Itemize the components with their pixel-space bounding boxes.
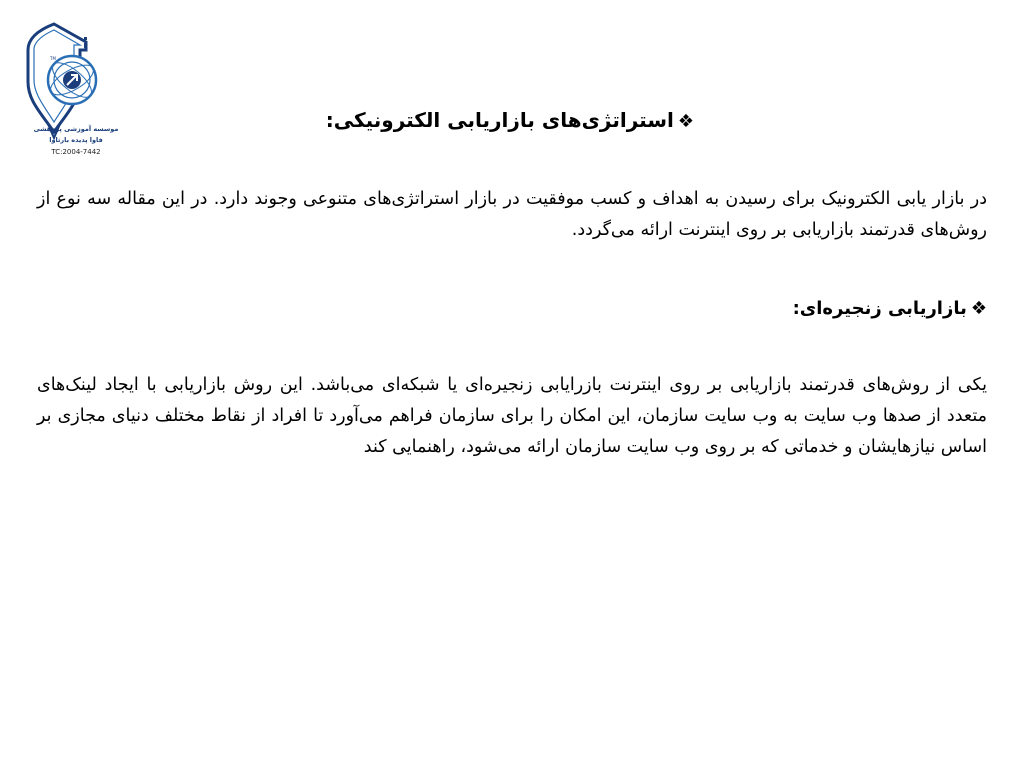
diamond-bullet-icon: ❖: [970, 298, 987, 319]
section1-heading: [326, 108, 694, 132]
diamond-bullet-icon: ❖: [677, 111, 694, 132]
logo-code: TC:2004-7442: [51, 148, 101, 156]
section2-title: بازاریابی زنجیره‌ای:: [792, 298, 967, 319]
section2-paragraph: یکی از روش‌های قدرتمند بازاریابی بر روی اینترنت بازرایابی زنجیره‌ای یا شبکه‌ای می‌باشد. این روش بازاریابی با ایجاد لینک‌های متعدد از صدها وب سایت به وب سایت سازمان، این امکان را برای سازمان فراهم می‌آورد تا افراد از نقاط مختلف دنیای مجازی بر اساس نیازهایشان و خدماتی که بر روی وب سایت سازمان ارائه می‌شود، راهنمایی کند: [37, 375, 987, 457]
section1-title: استراتژی‌های بازاریابی الکترونیکی:: [325, 108, 674, 132]
logo-caption-line1: موسسه آموزشی پژوهشی: [33, 125, 119, 133]
logo-caption-line2: فاوا پدیده بارثاوا: [49, 136, 103, 144]
section2-heading: [793, 298, 987, 319]
svg-text:TM: TM: [50, 56, 56, 61]
section1-paragraph: در بازار یابی الکترونیک برای رسیدن به اهداف و کسب موفقیت در بازار استراتژی‌های متنوعی وجوند دارد. در این مقاله سه نوع از روش‌های قدرتمند بازاریابی بر روی اینترنت ارائه می‌گردد.: [37, 189, 987, 240]
globe-icon: [46, 56, 98, 104]
